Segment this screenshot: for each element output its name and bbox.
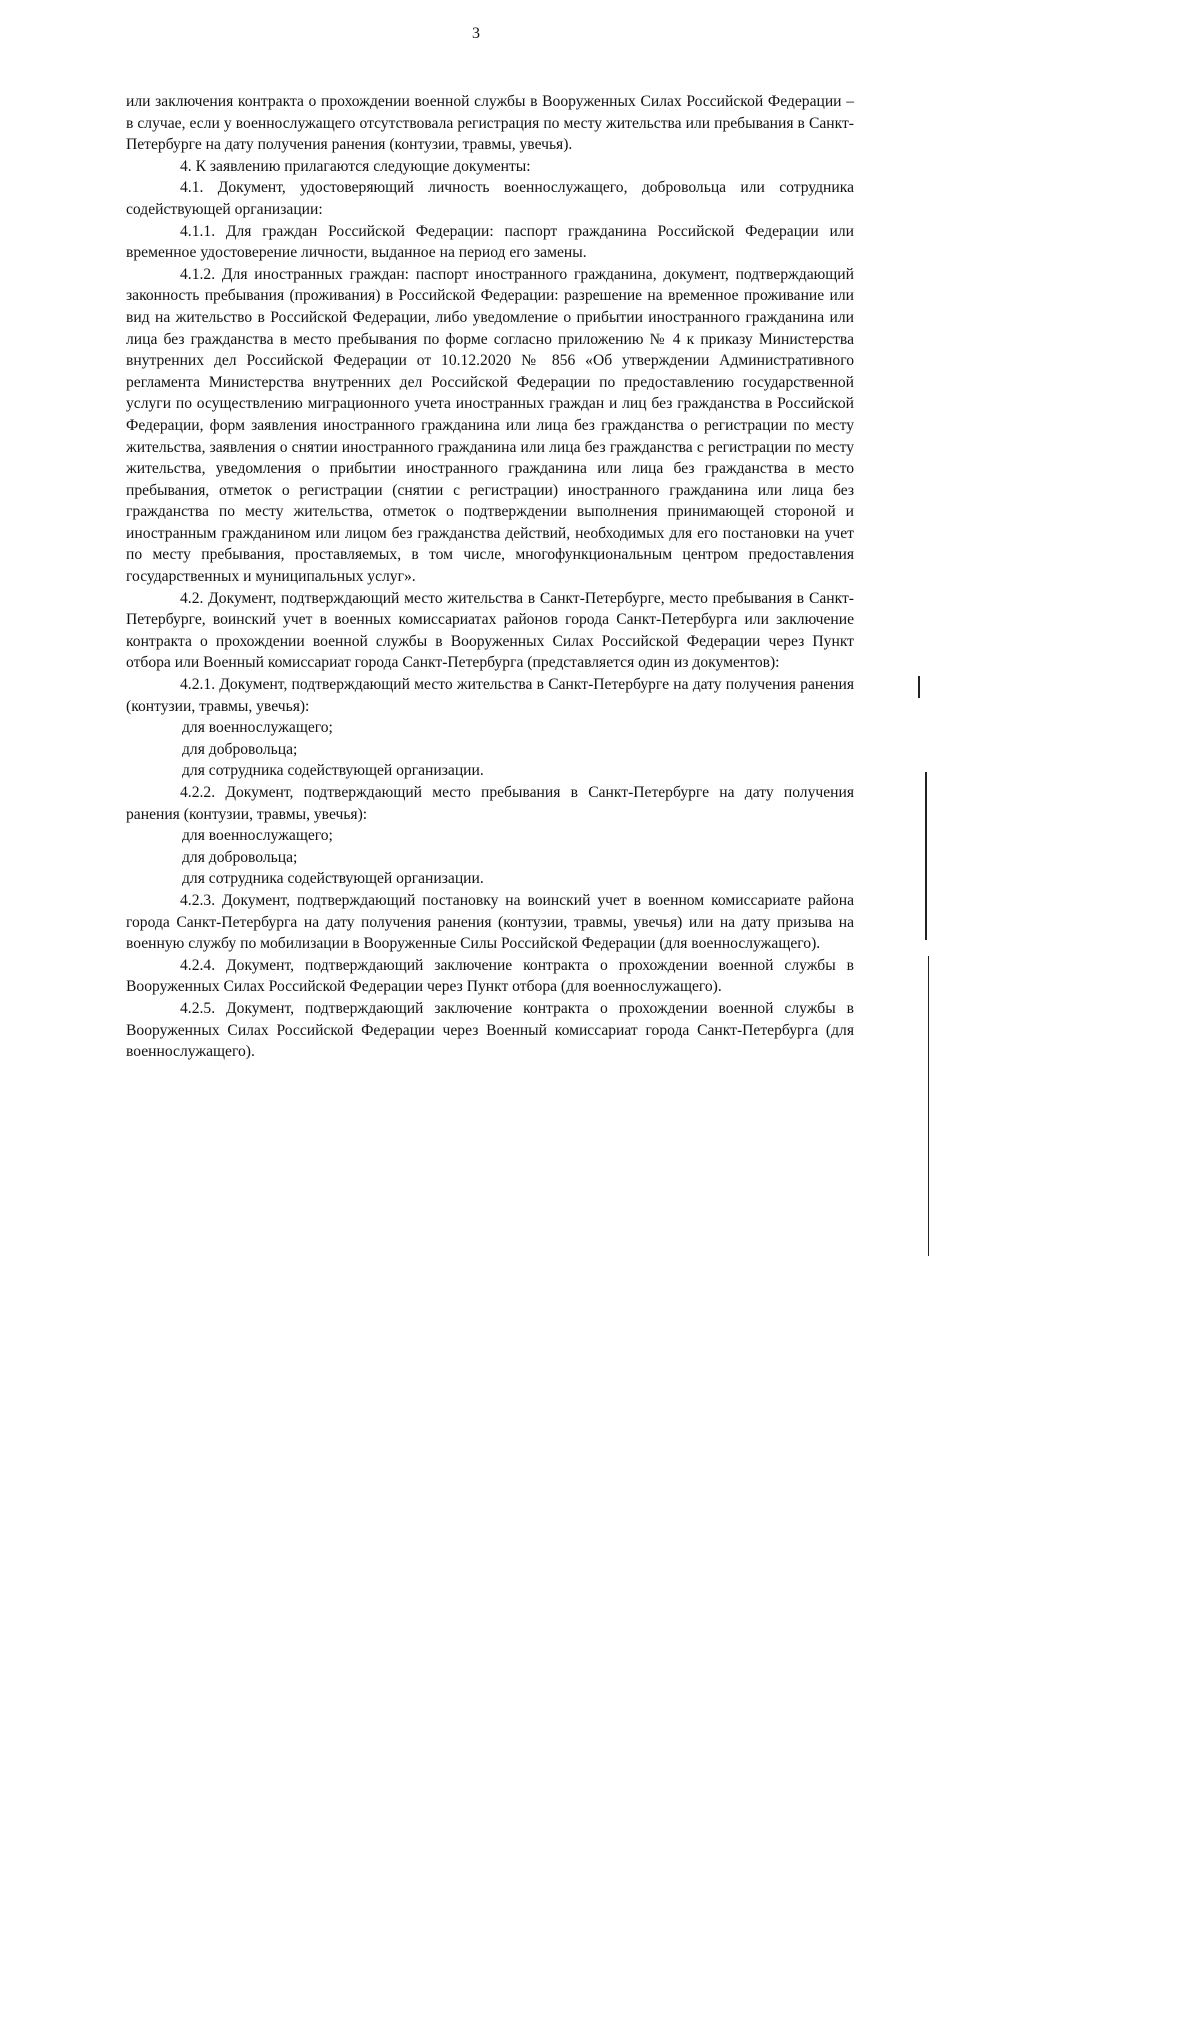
page-number: 3 bbox=[472, 25, 480, 42]
list-item: для сотрудника содействующей организации. bbox=[182, 870, 484, 888]
list-item: для добровольца; bbox=[182, 848, 298, 866]
paragraph-4-2: 4.2. Документ, подтверждающий место жительства в Санкт-Петербурге, место пребывания в Санкт-Петербурге, воинский учет в военных комиссариатах районов города Санкт-Петербурга или заключение контракта о прохождении военной службы в Вооруженных Силах Российской Федерации через Пункт отбора или Военный комиссариат города Санкт-Петербурга (представляется один из документов): bbox=[126, 589, 854, 672]
paragraph-4-1: 4.1. Документ, удостоверяющий личность военнослужащего, добровольца или сотрудника содействующей организации: bbox=[126, 179, 854, 218]
paragraph-4-1-1: 4.1.1. Для граждан Российской Федерации: паспорт гражданина Российской Федерации или временное удостоверение личности, выданное на период его замены. bbox=[126, 222, 854, 262]
list-item: для сотрудника содействующей организации. bbox=[182, 762, 484, 780]
paragraph-continuation: или заключения контракта о прохождении военной службы в Вооруженных Силах Российской Федерации – в случае, если у военнослужащего отсутствовала регистрация по месту жительства или пребывания в Санкт-Петербурге на дату получения ранения (контузии, травмы, увечья). bbox=[126, 93, 854, 154]
scan-artifact bbox=[918, 676, 920, 698]
paragraph-4-2-5: 4.2.5. Документ, подтверждающий заключение контракта о прохождении военной службы в Вооруженных Силах Российской Федерации через Военный комиссариат города Санкт-Петербурга (для военнослужащего). bbox=[126, 999, 854, 1061]
document-body bbox=[126, 91, 854, 1063]
scan-artifact bbox=[925, 772, 927, 940]
paragraph-4-2-3: 4.2.3. Документ, подтверждающий постановку на воинский учет в военном комиссариате района города Санкт-Петербурга на дату получения ранения (контузии, травмы, увечья) или на дату призыва на военную службу по мобилизации в Вооруженные Силы Российской Федерации (для военнослужащего). bbox=[126, 891, 854, 953]
list-item: для военнослужащего; bbox=[182, 719, 333, 737]
paragraph-4-2-2: 4.2.2. Документ, подтверждающий место пребывания в Санкт-Петербурге на дату получения ранения (контузии, травмы, увечья): bbox=[126, 784, 854, 823]
paragraph-4-2-1: 4.2.1. Документ, подтверждающий место жительства в Санкт-Петербурге на дату получения ранения (контузии, травмы, увечья): bbox=[126, 676, 854, 715]
paragraph-4-1-2: 4.1.2. Для иностранных граждан: паспорт иностранного гражданина, документ, подтверждающий законность пребывания (проживания) в Российской Федерации: разрешение на временное проживание или вид на жительство в Российской Федерации, либо уведомление о прибытии иностранного гражданина или лица без гражданства в место пребывания по форме согласно приложению № 4 к приказу Министерства внутренних дел Российской Федерации от 10.12.2020 № 856 «Об утверждении Административного регламента Министерства внутренних дел Российской Федерации по предоставлению государственной услуги по осуществлению миграционного учета иностранных граждан и лиц без гражданства в Российской Федерации, форм заявления иностранного гражданина или лица без гражданства о регистрации по месту жительства, заявления о снятии иностранного гражданина или лица без гражданства с регистрации по месту жительства, уведомления о прибытии иностранного гражданина или лица без гражданства в место пребывания, отметок о регистрации (снятии с регистрации) иностранного гражданина или лица без гражданства по месту жительства, отметок о подтверждении выполнения принимающей стороной и иностранным гражданином или лицом без гражданства действий, необходимых для его постановки на учет по месту пребывания, проставляемых, в том числе, многофункциональным центром предоставления государственных и муниципальных услуг». bbox=[126, 265, 854, 586]
paragraph-4-2-4: 4.2.4. Документ, подтверждающий заключение контракта о прохождении военной службы в Вооруженных Силах Российской Федерации через Пункт отбора (для военнослужащего). bbox=[126, 956, 854, 996]
paragraph-4: 4. К заявлению прилагаются следующие документы: bbox=[180, 157, 531, 175]
list-item: для добровольца; bbox=[182, 740, 298, 758]
list-item: для военнослужащего; bbox=[182, 827, 333, 845]
scan-artifact bbox=[928, 956, 929, 1256]
